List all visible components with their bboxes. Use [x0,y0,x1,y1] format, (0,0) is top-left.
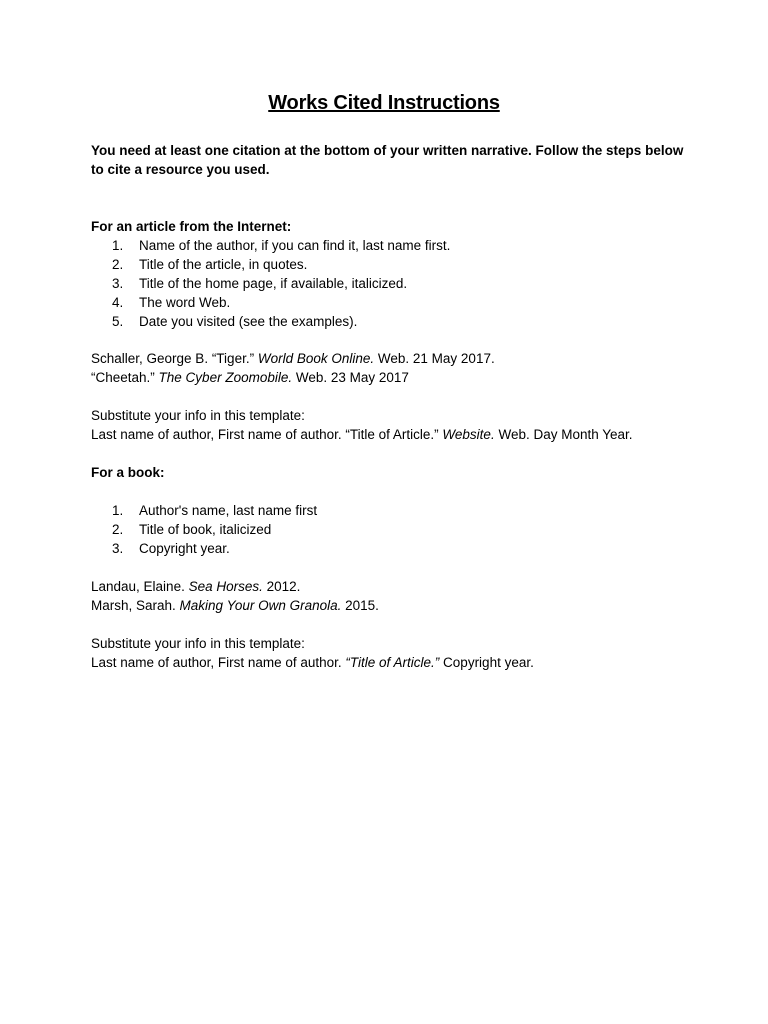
template-label: Substitute your info in this template: [91,408,305,423]
list-item: 2. Title of book, italicized [112,522,272,537]
citation-example: “Cheetah.” The Cyber Zoomobile. Web. 23 May 2017 [91,370,409,385]
citation-example: Schaller, George B. “Tiger.” World Book Online. Web. 21 May 2017. [91,351,495,366]
page-title: Works Cited Instructions [268,92,500,114]
citation-example: Landau, Elaine. Sea Horses. 2012. [91,579,301,594]
template-label: Substitute your info in this template: [91,636,305,651]
list-item: 3. Copyright year. [112,541,230,556]
book-heading-block [91,463,165,482]
book-steps [91,501,317,558]
list-item: 5. Date you visited (see the examples). [112,314,358,329]
internet-examples [91,349,495,387]
list-item: 1. Author's name, last name first [112,503,318,518]
internet-heading: For an article from the Internet: [91,219,292,234]
list-item: 4. The word Web. [112,295,231,310]
book-heading: For a book: [91,465,165,480]
intro-paragraph: You need at least one citation at the bottom of your written narrative. Follow the steps below to cite a resource you used. [91,143,684,177]
template-line: Last name of author, First name of author. “Title of Article.” Website. Web. Day Month Year. [91,427,633,442]
list-item: 3. Title of the home page, if available, italicized. [112,276,408,291]
list-item: 2. Title of the article, in quotes. [112,257,308,272]
internet-template [91,406,633,444]
citation-example: Marsh, Sarah. Making Your Own Granola. 2015. [91,598,379,613]
internet-section [91,217,450,331]
template-line: Last name of author, First name of author. “Title of Article.” Copyright year. [91,655,534,670]
book-template [91,634,534,672]
book-examples [91,577,379,615]
internet-steps-list [91,236,450,331]
list-item: 1. Name of the author, if you can find it, last name first. [112,238,451,253]
book-steps-list [91,501,317,558]
